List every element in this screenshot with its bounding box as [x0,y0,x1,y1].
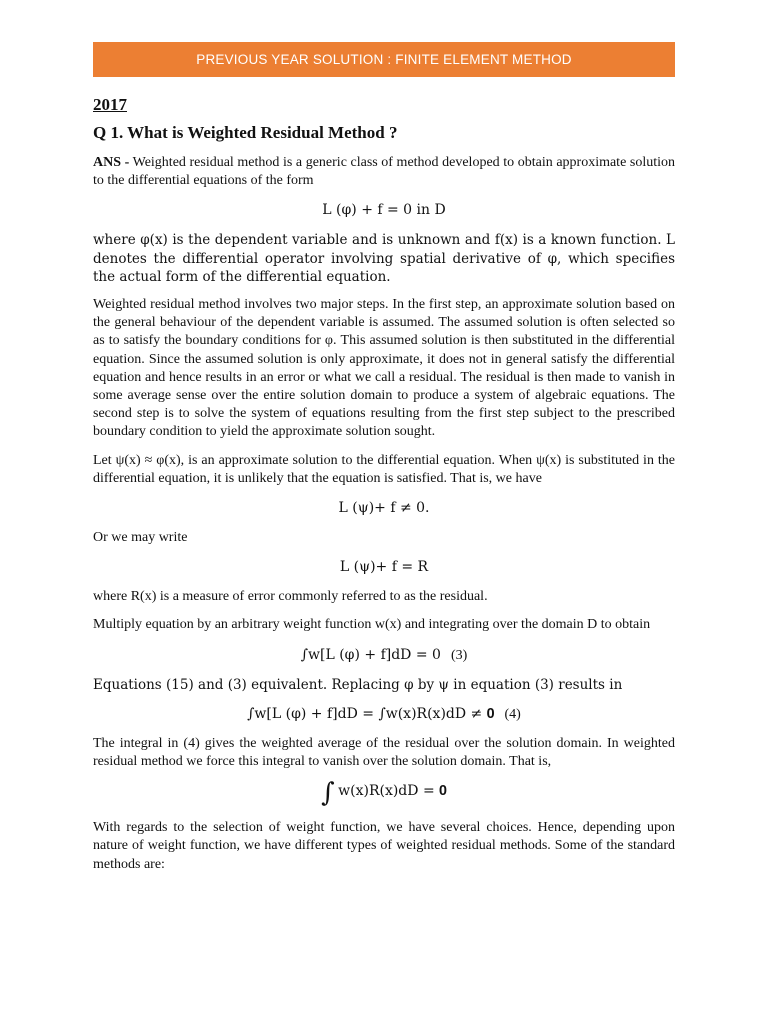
paragraph-2: Weighted residual method involves two major steps. In the first step, an approximate solution based on the general behaviour of the dependent variable is assumed. The assumed solution is often selected so as to satisfy the boundary conditions for φ. This assumed solution is then substituted in the differential equation. Since the assumed solution is only approximate, it does not in general satisfy the differential equation and hence results in an error or what we call a residual. The residual is then made to vanish in some average sense over the entire solution domain to produce a system of algebraic equations. The second step is to solve the system of equations resulting from the first step subject to the prescribed boundary condition to yield the approximate solution sought. [93,297,675,440]
paragraph-6: Multiply equation by an arbitrary weight function w(x) and integrating over the domain D to obtain [93,617,651,633]
paragraph-7: Equations (15) and (3) equivalent. Replacing φ by ψ in equation (3) results in [93,676,623,693]
equation-2 [93,498,675,519]
paragraph-3: Let ψ(x) ≈ φ(x), is an approximate solution to the differential equation. When ψ(x) is substituted in the differential equation, it is unlikely that the equation is satisfied. That is, we have [93,452,675,486]
equation-1-text: L (φ) + f = 0 in D [322,202,446,219]
equation-3-text: L (ψ)+ f = R [339,559,429,576]
equation-5 [93,704,675,725]
header-banner [93,42,675,77]
question-heading: Q 1. What is Weighted Residual Method ? [93,123,398,142]
answer-label: ANS - [93,155,130,170]
equation-1 [93,200,675,221]
year-heading: 2017 [93,95,127,114]
integral-sign: ∫ [321,778,335,809]
equation-5-text: ∫w[L (φ) + f]dD = ∫w(x)R(x)dD ≠ 𝟎 [247,705,495,722]
paragraph-4: Or we may write [93,530,188,546]
header-title: PREVIOUS YEAR SOLUTION : FINITE ELEMENT METHOD [196,52,572,67]
document-body [93,94,675,884]
equation-4-number: (3) [450,647,468,663]
equation-6-text: w(x)R(x)dD = 𝟎 [338,783,447,800]
equation-4-text: ∫w[L (φ) + f]dD = 0 [300,646,441,663]
paragraph-1: where φ(x) is the dependent variable and is unknown and f(x) is a known function. L denotes the differential operator involving spatial derivative of φ, which specifies the actual form of the differential equation. [93,232,675,285]
paragraph-9: With regards to the selection of weight function, we have several choices. Hence, depending upon nature of weight function, we have different types of weighted residual methods. Some of the standard methods are: [93,820,675,872]
equation-6 [93,778,675,809]
equation-4 [93,645,675,666]
equation-2-text: L (ψ)+ f ≠ 0. [338,500,430,517]
answer-intro-text: Weighted residual method is a generic class of method developed to obtain approximate solution to the differential equations of the form [93,155,675,189]
equation-3 [93,557,675,578]
paragraph-5: where R(x) is a measure of error commonly referred to as the residual. [93,589,488,605]
equation-5-number: (4) [504,706,521,722]
paragraph-8: The integral in (4) gives the weighted average of the residual over the solution domain. In weighted residual method we force this integral to vanish over the solution domain. That is, [93,735,675,770]
answer-intro [93,154,675,190]
